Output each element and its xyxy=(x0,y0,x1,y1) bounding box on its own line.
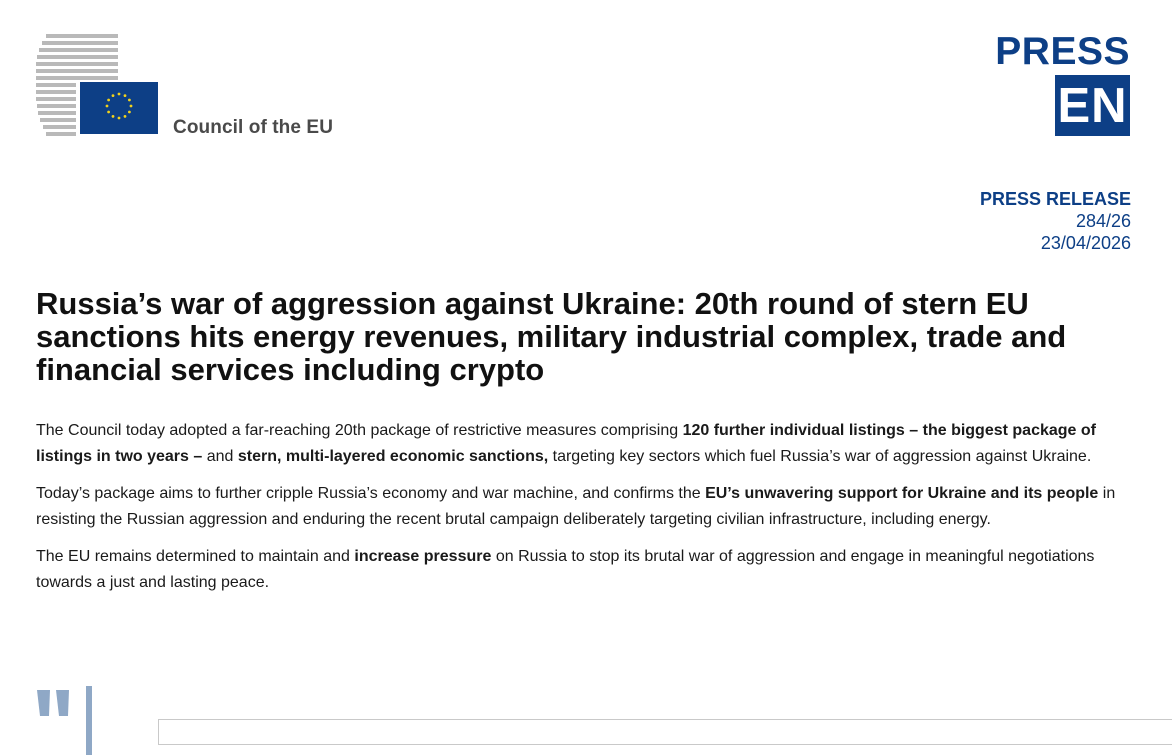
article-body xyxy=(36,418,1126,607)
paragraph-1 xyxy=(36,418,1126,470)
release-date: 23/04/2026 xyxy=(1040,233,1131,253)
press-label: PRESS xyxy=(995,30,1130,73)
quote-box xyxy=(158,719,1172,745)
paragraph-3-text: on Russia to stop its brutal war of aggression and engage in meaningful negotiations towards a just and lasting peace. xyxy=(36,548,1095,591)
paragraph-3-text: The EU remains determined to maintain and xyxy=(36,548,355,565)
paragraph-1-text: The Council today adopted a far-reaching 20th package of restrictive measures comprising xyxy=(36,422,683,439)
release-type: PRESS RELEASE xyxy=(979,189,1131,209)
page-title: Russia’s war of aggression against Ukraine: 20th round of stern EU sanctions hits energy revenues, military industrial complex, trade and financial services including crypto xyxy=(36,286,1067,387)
organisation-name: Council of the EU xyxy=(173,117,334,138)
release-meta xyxy=(980,188,1131,254)
quotation-mark-icon xyxy=(37,690,77,716)
paragraph-1-emphasis-listings: 120 further individual listings – the biggest package of listings in two years – xyxy=(36,422,1096,465)
council-of-the-eu-logo-icon xyxy=(36,34,158,138)
paragraph-3 xyxy=(36,544,1126,596)
paragraph-1-emphasis-sanctions: stern, multi-layered economic sanctions, xyxy=(237,448,549,465)
paragraph-1-text: targeting key sectors which fuel Russia’s war of aggression against Ukraine. xyxy=(548,448,1092,465)
language-badge: EN xyxy=(1055,75,1130,136)
paragraph-2-text: in resisting the Russian aggression and enduring the recent brutal campaign deliberately targeting civilian infrastructure, including energy. xyxy=(36,485,1116,528)
paragraph-2-text: Today’s package aims to further cripple Russia’s economy and war machine, and confirms the xyxy=(36,485,706,502)
paragraph-2 xyxy=(36,481,1126,533)
paragraph-3-emphasis-pressure: increase pressure xyxy=(354,548,492,565)
quote-bar xyxy=(86,686,92,755)
release-number: 284/26 xyxy=(1075,211,1131,231)
paragraph-1-text: and xyxy=(202,448,238,465)
paragraph-2-emphasis-support: EU’s unwavering support for Ukraine and its people xyxy=(705,485,1099,502)
